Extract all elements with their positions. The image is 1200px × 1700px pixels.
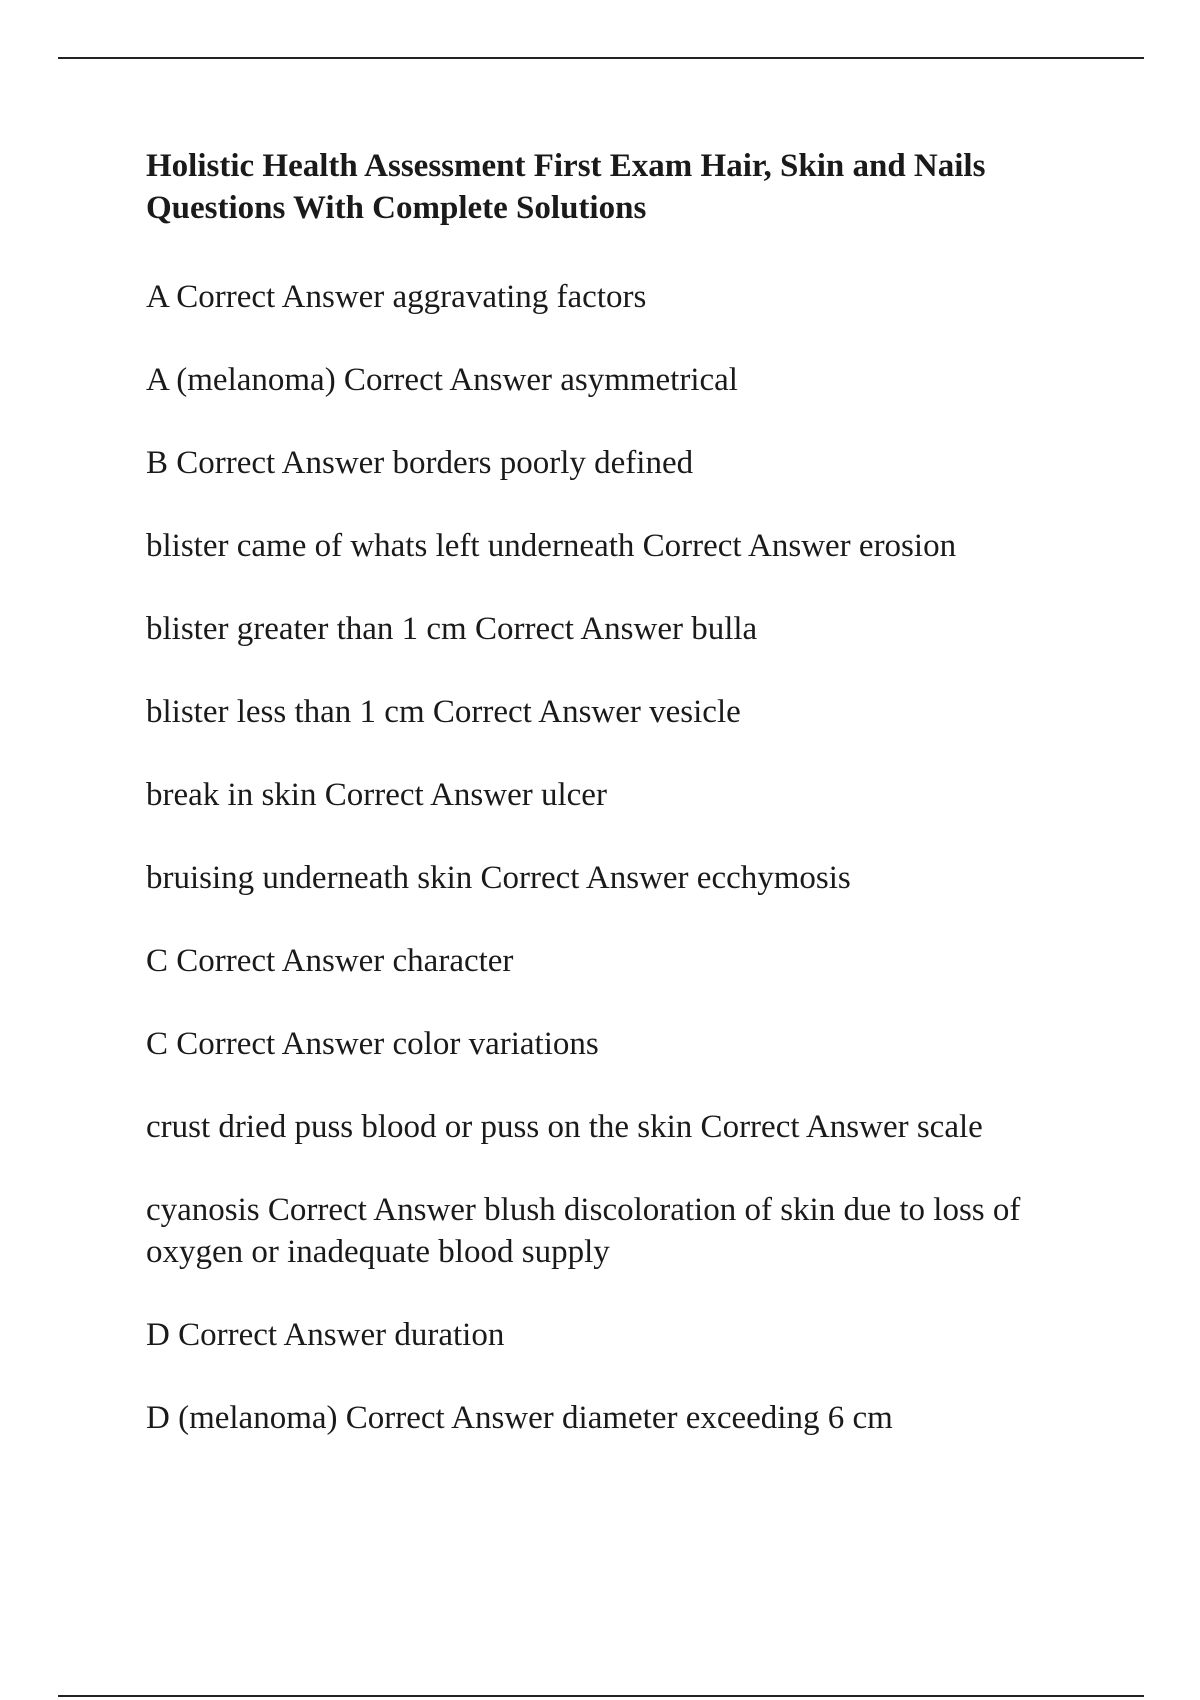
qa-entry: D Correct Answer duration	[146, 1317, 505, 1353]
qa-entry: break in skin Correct Answer ulcer	[146, 777, 607, 813]
qa-entry: crust dried puss blood or puss on the skin Correct Answer scale	[146, 1109, 983, 1145]
qa-entry: D (melanoma) Correct Answer diameter exceeding 6 cm	[146, 1400, 893, 1436]
top-divider	[58, 57, 1144, 59]
bottom-divider	[58, 1695, 1144, 1697]
qa-entry: blister came of whats left underneath Correct Answer erosion	[146, 528, 957, 564]
qa-entry: blister greater than 1 cm Correct Answer bulla	[146, 611, 758, 647]
document-body	[146, 145, 1096, 1480]
qa-entry: A (melanoma) Correct Answer asymmetrical	[146, 362, 738, 398]
qa-entry: B Correct Answer borders poorly defined	[146, 445, 694, 481]
document-title: Holistic Health Assessment First Exam Hair, Skin and Nails Questions With Complete Solutions	[146, 148, 986, 226]
qa-entry: bruising underneath skin Correct Answer ecchymosis	[146, 860, 851, 896]
qa-entry: A Correct Answer aggravating factors	[146, 279, 647, 315]
qa-entry: C Correct Answer character	[146, 943, 514, 979]
qa-entry: C Correct Answer color variations	[146, 1026, 599, 1062]
qa-entry: cyanosis Correct Answer blush discoloration of skin due to loss of oxygen or inadequate blood supply	[146, 1192, 1021, 1270]
qa-entry: blister less than 1 cm Correct Answer vesicle	[146, 694, 741, 730]
